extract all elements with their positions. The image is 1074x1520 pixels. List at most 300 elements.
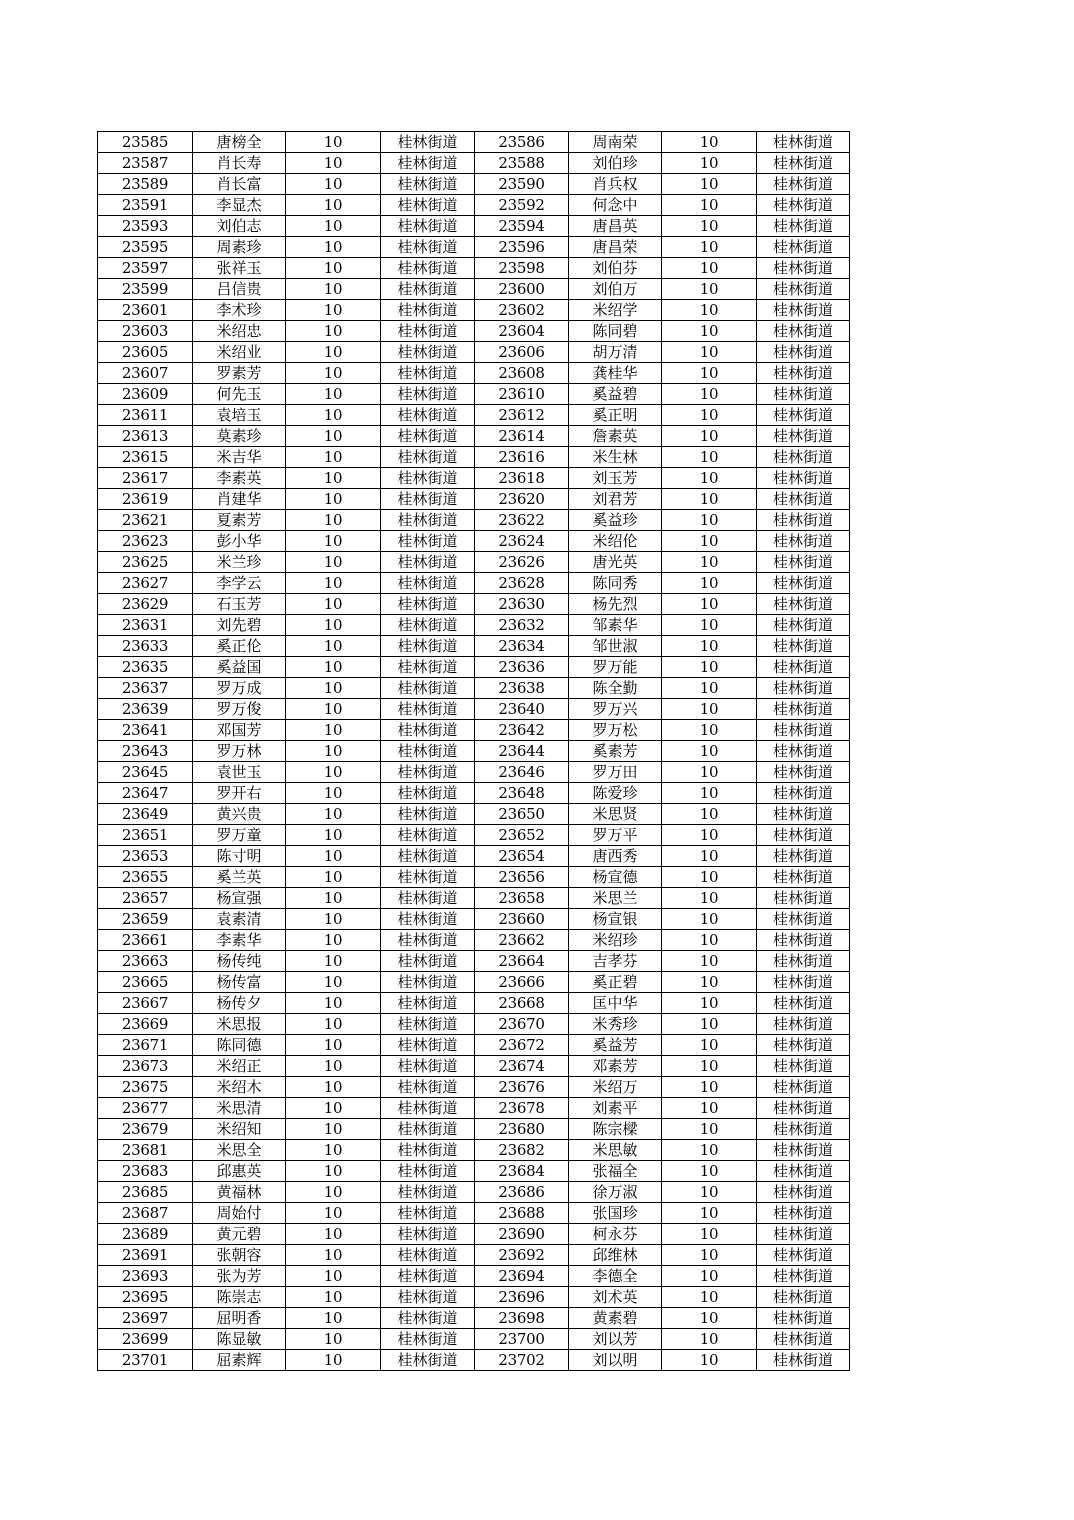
amount-cell: 10	[662, 237, 757, 258]
amount-cell: 10	[286, 573, 381, 594]
amount-cell: 10	[662, 951, 757, 972]
person-name-cell: 罗万童	[193, 825, 286, 846]
record-id-cell: 23692	[475, 1245, 569, 1266]
person-name-cell: 米绍珍	[569, 930, 662, 951]
amount-cell: 10	[286, 405, 381, 426]
table-row	[98, 888, 850, 909]
street-name-cell: 桂林街道	[757, 783, 850, 804]
record-id-cell: 23660	[475, 909, 569, 930]
record-id-cell: 23620	[475, 489, 569, 510]
record-id-cell: 23624	[475, 531, 569, 552]
person-name-cell: 袁素清	[193, 909, 286, 930]
street-name-cell: 桂林街道	[757, 1224, 850, 1245]
record-id-cell: 23616	[475, 447, 569, 468]
person-name-cell: 张祥玉	[193, 258, 286, 279]
amount-cell: 10	[286, 1266, 381, 1287]
table-row	[98, 363, 850, 384]
record-id-cell: 23669	[98, 1014, 193, 1035]
table-row	[98, 1308, 850, 1329]
table-row	[98, 216, 850, 237]
person-name-cell: 刘伯万	[569, 279, 662, 300]
amount-cell: 10	[286, 930, 381, 951]
person-name-cell: 黄素碧	[569, 1308, 662, 1329]
amount-cell: 10	[286, 342, 381, 363]
person-name-cell: 陈同碧	[569, 321, 662, 342]
amount-cell: 10	[662, 1014, 757, 1035]
person-name-cell: 米思清	[193, 1098, 286, 1119]
table-row	[98, 1287, 850, 1308]
amount-cell: 10	[286, 636, 381, 657]
street-name-cell: 桂林街道	[381, 867, 475, 888]
table-row	[98, 951, 850, 972]
street-name-cell: 桂林街道	[757, 594, 850, 615]
person-name-cell: 米绍忠	[193, 321, 286, 342]
record-id-cell: 23701	[98, 1350, 193, 1371]
amount-cell: 10	[286, 258, 381, 279]
record-id-cell: 23673	[98, 1056, 193, 1077]
street-name-cell: 桂林街道	[757, 174, 850, 195]
street-name-cell: 桂林街道	[381, 993, 475, 1014]
person-name-cell: 肖兵权	[569, 174, 662, 195]
person-name-cell: 杨先烈	[569, 594, 662, 615]
record-id-cell: 23640	[475, 699, 569, 720]
table-row	[98, 279, 850, 300]
amount-cell: 10	[286, 867, 381, 888]
person-name-cell: 邓素芳	[569, 1056, 662, 1077]
table-row	[98, 342, 850, 363]
record-id-cell: 23609	[98, 384, 193, 405]
street-name-cell: 桂林街道	[381, 825, 475, 846]
street-name-cell: 桂林街道	[381, 342, 475, 363]
amount-cell: 10	[662, 405, 757, 426]
record-id-cell: 23615	[98, 447, 193, 468]
street-name-cell: 桂林街道	[381, 699, 475, 720]
street-name-cell: 桂林街道	[381, 279, 475, 300]
person-name-cell: 杨宣德	[569, 867, 662, 888]
record-id-cell: 23589	[98, 174, 193, 195]
amount-cell: 10	[286, 1245, 381, 1266]
street-name-cell: 桂林街道	[381, 1077, 475, 1098]
street-name-cell: 桂林街道	[757, 720, 850, 741]
street-name-cell: 桂林街道	[757, 993, 850, 1014]
table-row	[98, 1266, 850, 1287]
person-name-cell: 米思兰	[569, 888, 662, 909]
record-id-cell: 23622	[475, 510, 569, 531]
person-name-cell: 刘伯芬	[569, 258, 662, 279]
amount-cell: 10	[286, 1119, 381, 1140]
table-row	[98, 741, 850, 762]
record-id-cell: 23695	[98, 1287, 193, 1308]
record-id-cell: 23683	[98, 1161, 193, 1182]
person-name-cell: 陈同秀	[569, 573, 662, 594]
street-name-cell: 桂林街道	[757, 216, 850, 237]
amount-cell: 10	[286, 195, 381, 216]
amount-cell: 10	[662, 993, 757, 1014]
amount-cell: 10	[662, 1182, 757, 1203]
person-name-cell: 米秀珍	[569, 1014, 662, 1035]
person-name-cell: 张朝容	[193, 1245, 286, 1266]
amount-cell: 10	[662, 846, 757, 867]
person-name-cell: 周素珍	[193, 237, 286, 258]
amount-cell: 10	[662, 762, 757, 783]
street-name-cell: 桂林街道	[757, 762, 850, 783]
street-name-cell: 桂林街道	[381, 972, 475, 993]
person-name-cell: 米绍万	[569, 1077, 662, 1098]
record-id-cell: 23637	[98, 678, 193, 699]
street-name-cell: 桂林街道	[381, 384, 475, 405]
table-row	[98, 846, 850, 867]
record-id-cell: 23629	[98, 594, 193, 615]
person-name-cell: 罗素芳	[193, 363, 286, 384]
record-id-cell: 23606	[475, 342, 569, 363]
record-id-cell: 23688	[475, 1203, 569, 1224]
amount-cell: 10	[662, 825, 757, 846]
amount-cell: 10	[286, 363, 381, 384]
street-name-cell: 桂林街道	[757, 468, 850, 489]
person-name-cell: 奚益珍	[569, 510, 662, 531]
record-id-cell: 23585	[98, 132, 193, 153]
amount-cell: 10	[662, 615, 757, 636]
record-id-cell: 23671	[98, 1035, 193, 1056]
street-name-cell: 桂林街道	[381, 930, 475, 951]
street-name-cell: 桂林街道	[757, 195, 850, 216]
table-row	[98, 720, 850, 741]
amount-cell: 10	[286, 279, 381, 300]
table-row	[98, 321, 850, 342]
street-name-cell: 桂林街道	[757, 846, 850, 867]
person-name-cell: 米兰珍	[193, 552, 286, 573]
amount-cell: 10	[662, 888, 757, 909]
person-name-cell: 米绍伦	[569, 531, 662, 552]
person-name-cell: 奚素芳	[569, 741, 662, 762]
person-name-cell: 吕信贵	[193, 279, 286, 300]
person-name-cell: 杨宣银	[569, 909, 662, 930]
person-name-cell: 李德全	[569, 1266, 662, 1287]
amount-cell: 10	[662, 1161, 757, 1182]
street-name-cell: 桂林街道	[381, 1287, 475, 1308]
record-id-cell: 23600	[475, 279, 569, 300]
person-name-cell: 李素英	[193, 468, 286, 489]
street-name-cell: 桂林街道	[757, 1245, 850, 1266]
amount-cell: 10	[286, 447, 381, 468]
amount-cell: 10	[286, 321, 381, 342]
street-name-cell: 桂林街道	[757, 573, 850, 594]
record-id-cell: 23602	[475, 300, 569, 321]
street-name-cell: 桂林街道	[757, 678, 850, 699]
record-id-cell: 23639	[98, 699, 193, 720]
table-row	[98, 1140, 850, 1161]
street-name-cell: 桂林街道	[381, 552, 475, 573]
street-name-cell: 桂林街道	[381, 678, 475, 699]
amount-cell: 10	[286, 720, 381, 741]
record-id-cell: 23628	[475, 573, 569, 594]
record-id-cell: 23681	[98, 1140, 193, 1161]
amount-cell: 10	[286, 552, 381, 573]
street-name-cell: 桂林街道	[381, 1203, 475, 1224]
person-name-cell: 刘以芳	[569, 1329, 662, 1350]
record-id-cell: 23597	[98, 258, 193, 279]
amount-cell: 10	[662, 426, 757, 447]
street-name-cell: 桂林街道	[757, 1098, 850, 1119]
street-name-cell: 桂林街道	[381, 300, 475, 321]
street-name-cell: 桂林街道	[381, 216, 475, 237]
amount-cell: 10	[662, 510, 757, 531]
street-name-cell: 桂林街道	[757, 237, 850, 258]
table-row	[98, 1056, 850, 1077]
person-name-cell: 米生林	[569, 447, 662, 468]
amount-cell: 10	[286, 531, 381, 552]
record-id-cell: 23643	[98, 741, 193, 762]
table-row	[98, 1098, 850, 1119]
record-id-cell: 23613	[98, 426, 193, 447]
record-id-cell: 23625	[98, 552, 193, 573]
person-name-cell: 张国珍	[569, 1203, 662, 1224]
street-name-cell: 桂林街道	[757, 363, 850, 384]
person-name-cell: 米绍学	[569, 300, 662, 321]
amount-cell: 10	[662, 1035, 757, 1056]
person-name-cell: 米绍正	[193, 1056, 286, 1077]
person-name-cell: 刘术英	[569, 1287, 662, 1308]
record-id-cell: 23632	[475, 615, 569, 636]
table-row	[98, 678, 850, 699]
record-id-cell: 23685	[98, 1182, 193, 1203]
street-name-cell: 桂林街道	[381, 1266, 475, 1287]
roster-table-body	[98, 132, 850, 1371]
amount-cell: 10	[286, 1077, 381, 1098]
record-id-cell: 23698	[475, 1308, 569, 1329]
record-id-cell: 23689	[98, 1224, 193, 1245]
person-name-cell: 周南荣	[569, 132, 662, 153]
amount-cell: 10	[286, 1224, 381, 1245]
street-name-cell: 桂林街道	[757, 279, 850, 300]
record-id-cell: 23687	[98, 1203, 193, 1224]
record-id-cell: 23591	[98, 195, 193, 216]
table-row	[98, 1245, 850, 1266]
person-name-cell: 奚益碧	[569, 384, 662, 405]
amount-cell: 10	[662, 1119, 757, 1140]
person-name-cell: 肖建华	[193, 489, 286, 510]
street-name-cell: 桂林街道	[381, 1161, 475, 1182]
record-id-cell: 23670	[475, 1014, 569, 1035]
record-id-cell: 23604	[475, 321, 569, 342]
person-name-cell: 袁培玉	[193, 405, 286, 426]
record-id-cell: 23662	[475, 930, 569, 951]
table-row	[98, 258, 850, 279]
table-row	[98, 867, 850, 888]
street-name-cell: 桂林街道	[757, 1056, 850, 1077]
person-name-cell: 邹世淑	[569, 636, 662, 657]
record-id-cell: 23696	[475, 1287, 569, 1308]
table-row	[98, 552, 850, 573]
table-row	[98, 1224, 850, 1245]
record-id-cell: 23603	[98, 321, 193, 342]
table-row	[98, 573, 850, 594]
record-id-cell: 23594	[475, 216, 569, 237]
amount-cell: 10	[662, 1245, 757, 1266]
person-name-cell: 詹素英	[569, 426, 662, 447]
street-name-cell: 桂林街道	[381, 531, 475, 552]
record-id-cell: 23587	[98, 153, 193, 174]
person-name-cell: 唐榜全	[193, 132, 286, 153]
amount-cell: 10	[662, 258, 757, 279]
person-name-cell: 米吉华	[193, 447, 286, 468]
amount-cell: 10	[662, 699, 757, 720]
street-name-cell: 桂林街道	[757, 153, 850, 174]
street-name-cell: 桂林街道	[381, 909, 475, 930]
amount-cell: 10	[286, 909, 381, 930]
person-name-cell: 黄元碧	[193, 1224, 286, 1245]
record-id-cell: 23691	[98, 1245, 193, 1266]
amount-cell: 10	[286, 1329, 381, 1350]
street-name-cell: 桂林街道	[381, 426, 475, 447]
amount-cell: 10	[662, 741, 757, 762]
person-name-cell: 何念中	[569, 195, 662, 216]
street-name-cell: 桂林街道	[381, 1056, 475, 1077]
street-name-cell: 桂林街道	[757, 741, 850, 762]
amount-cell: 10	[662, 636, 757, 657]
record-id-cell: 23586	[475, 132, 569, 153]
street-name-cell: 桂林街道	[757, 1203, 850, 1224]
table-row	[98, 132, 850, 153]
street-name-cell: 桂林街道	[381, 1350, 475, 1371]
table-row	[98, 594, 850, 615]
street-name-cell: 桂林街道	[381, 657, 475, 678]
record-id-cell: 23631	[98, 615, 193, 636]
record-id-cell: 23678	[475, 1098, 569, 1119]
record-id-cell: 23664	[475, 951, 569, 972]
record-id-cell: 23627	[98, 573, 193, 594]
amount-cell: 10	[662, 1266, 757, 1287]
record-id-cell: 23682	[475, 1140, 569, 1161]
person-name-cell: 唐光英	[569, 552, 662, 573]
person-name-cell: 何先玉	[193, 384, 286, 405]
amount-cell: 10	[662, 363, 757, 384]
street-name-cell: 桂林街道	[381, 1245, 475, 1266]
amount-cell: 10	[662, 1140, 757, 1161]
person-name-cell: 莫素珍	[193, 426, 286, 447]
amount-cell: 10	[286, 741, 381, 762]
person-name-cell: 米绍知	[193, 1119, 286, 1140]
record-id-cell: 23633	[98, 636, 193, 657]
person-name-cell: 李学云	[193, 573, 286, 594]
street-name-cell: 桂林街道	[381, 951, 475, 972]
street-name-cell: 桂林街道	[757, 552, 850, 573]
record-id-cell: 23598	[475, 258, 569, 279]
person-name-cell: 罗万俊	[193, 699, 286, 720]
amount-cell: 10	[662, 909, 757, 930]
amount-cell: 10	[662, 720, 757, 741]
street-name-cell: 桂林街道	[757, 1329, 850, 1350]
record-id-cell: 23655	[98, 867, 193, 888]
person-name-cell: 吉孝芬	[569, 951, 662, 972]
person-name-cell: 李显杰	[193, 195, 286, 216]
table-row	[98, 804, 850, 825]
street-name-cell: 桂林街道	[757, 1287, 850, 1308]
person-name-cell: 米绍木	[193, 1077, 286, 1098]
record-id-cell: 23607	[98, 363, 193, 384]
record-id-cell: 23623	[98, 531, 193, 552]
record-id-cell: 23611	[98, 405, 193, 426]
street-name-cell: 桂林街道	[757, 1161, 850, 1182]
street-name-cell: 桂林街道	[381, 741, 475, 762]
amount-cell: 10	[286, 384, 381, 405]
street-name-cell: 桂林街道	[757, 699, 850, 720]
person-name-cell: 陈爱珍	[569, 783, 662, 804]
record-id-cell: 23672	[475, 1035, 569, 1056]
street-name-cell: 桂林街道	[757, 531, 850, 552]
record-id-cell: 23675	[98, 1077, 193, 1098]
table-row	[98, 468, 850, 489]
record-id-cell: 23593	[98, 216, 193, 237]
person-name-cell: 罗万兴	[569, 699, 662, 720]
amount-cell: 10	[286, 237, 381, 258]
street-name-cell: 桂林街道	[381, 510, 475, 531]
table-row	[98, 237, 850, 258]
person-name-cell: 刘君芳	[569, 489, 662, 510]
table-row	[98, 489, 850, 510]
person-name-cell: 陈寸明	[193, 846, 286, 867]
amount-cell: 10	[662, 447, 757, 468]
person-name-cell: 杨传富	[193, 972, 286, 993]
street-name-cell: 桂林街道	[757, 930, 850, 951]
street-name-cell: 桂林街道	[381, 447, 475, 468]
table-row	[98, 657, 850, 678]
amount-cell: 10	[662, 573, 757, 594]
table-row	[98, 1329, 850, 1350]
person-name-cell: 米思贤	[569, 804, 662, 825]
person-name-cell: 夏素芳	[193, 510, 286, 531]
person-name-cell: 杨传夕	[193, 993, 286, 1014]
amount-cell: 10	[286, 300, 381, 321]
street-name-cell: 桂林街道	[757, 615, 850, 636]
street-name-cell: 桂林街道	[381, 489, 475, 510]
street-name-cell: 桂林街道	[381, 1140, 475, 1161]
person-name-cell: 米思敏	[569, 1140, 662, 1161]
street-name-cell: 桂林街道	[757, 888, 850, 909]
street-name-cell: 桂林街道	[757, 972, 850, 993]
amount-cell: 10	[662, 279, 757, 300]
person-name-cell: 邓国芳	[193, 720, 286, 741]
person-name-cell: 陈崇志	[193, 1287, 286, 1308]
street-name-cell: 桂林街道	[757, 951, 850, 972]
amount-cell: 10	[662, 804, 757, 825]
street-name-cell: 桂林街道	[757, 300, 850, 321]
amount-cell: 10	[286, 153, 381, 174]
street-name-cell: 桂林街道	[381, 1329, 475, 1350]
person-name-cell: 罗开右	[193, 783, 286, 804]
record-id-cell: 23657	[98, 888, 193, 909]
amount-cell: 10	[662, 867, 757, 888]
street-name-cell: 桂林街道	[757, 405, 850, 426]
record-id-cell: 23679	[98, 1119, 193, 1140]
street-name-cell: 桂林街道	[381, 615, 475, 636]
person-name-cell: 彭小华	[193, 531, 286, 552]
amount-cell: 10	[286, 1098, 381, 1119]
person-name-cell: 刘以明	[569, 1350, 662, 1371]
table-row	[98, 783, 850, 804]
table-row	[98, 1119, 850, 1140]
table-row	[98, 384, 850, 405]
amount-cell: 10	[286, 489, 381, 510]
record-id-cell: 23596	[475, 237, 569, 258]
street-name-cell: 桂林街道	[381, 1035, 475, 1056]
record-id-cell: 23697	[98, 1308, 193, 1329]
table-row	[98, 1203, 850, 1224]
amount-cell: 10	[662, 153, 757, 174]
table-row	[98, 531, 850, 552]
person-name-cell: 邱维林	[569, 1245, 662, 1266]
person-name-cell: 奚正碧	[569, 972, 662, 993]
